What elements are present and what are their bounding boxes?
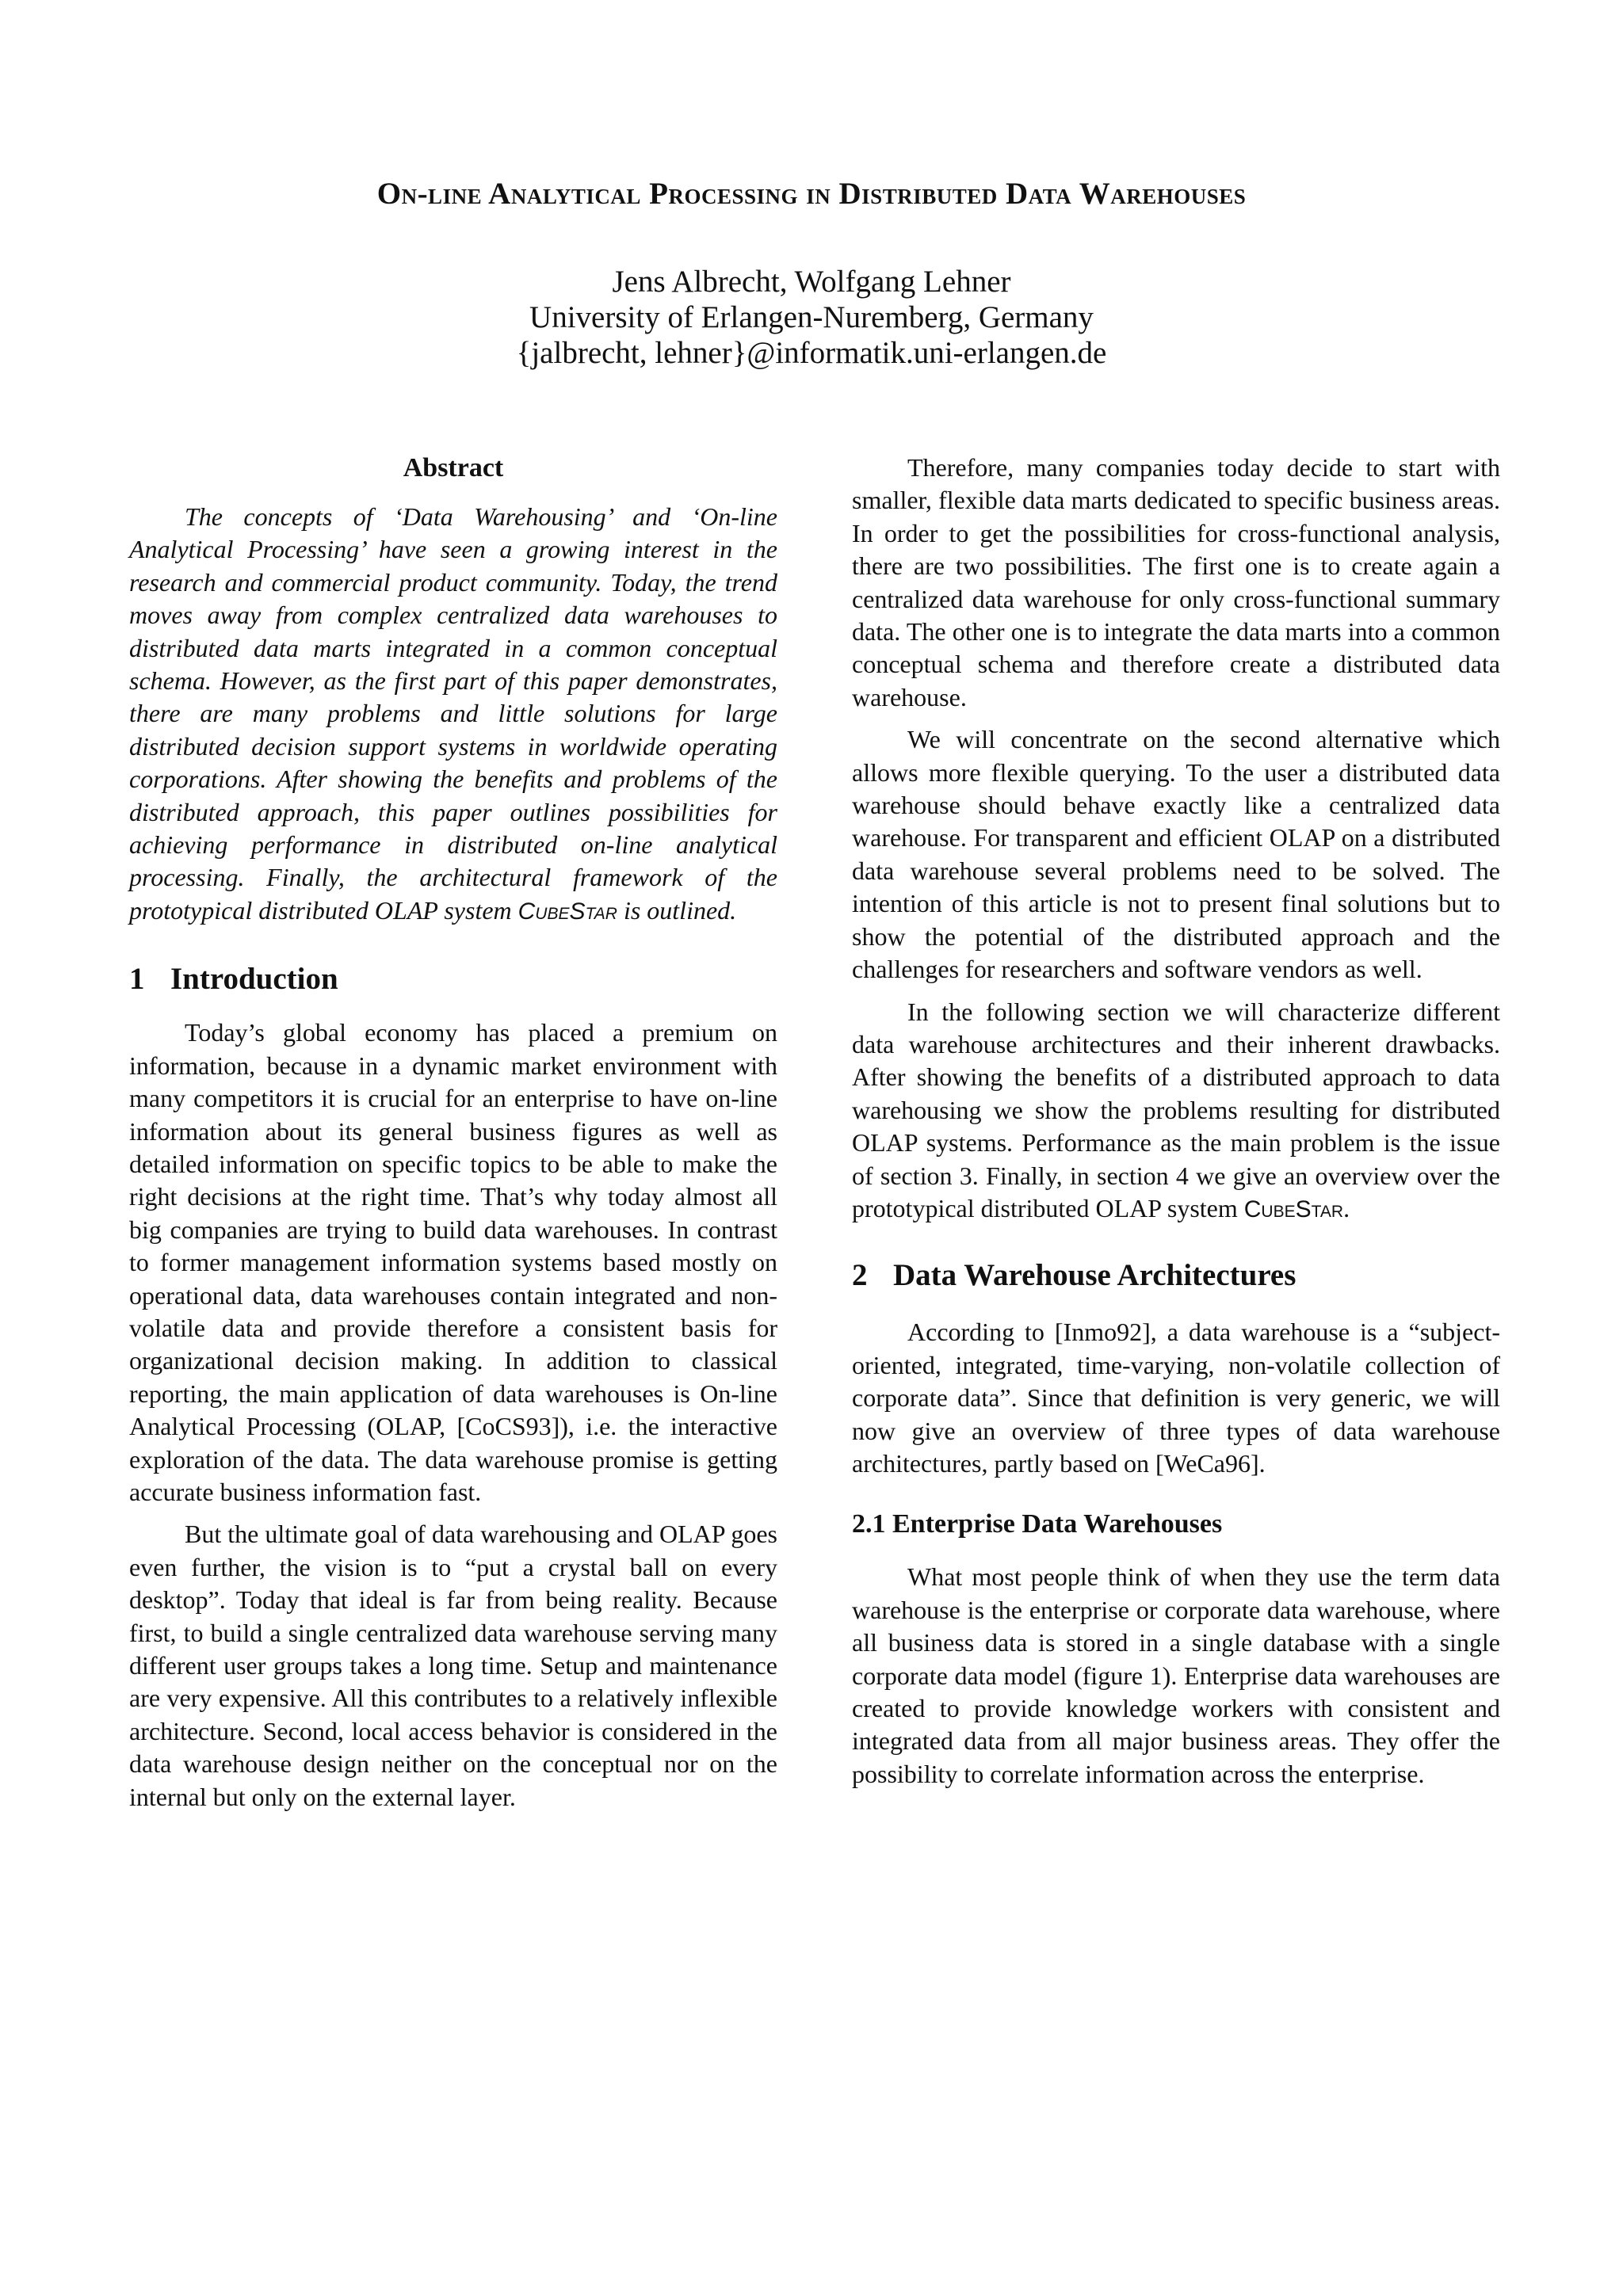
- author-email: {jalbrecht, lehner}@informatik.uni-erlangen.de: [516, 336, 1107, 370]
- section-1-heading: [129, 959, 777, 999]
- author-affiliation: University of Erlangen-Nuremberg, Germany: [529, 300, 1094, 334]
- system-name: CubeStar: [517, 898, 617, 925]
- section-2-number: 2: [852, 1258, 868, 1293]
- section-2-heading: [852, 1256, 1500, 1295]
- intro-paragraph-2: But the ultimate goal of data warehousing and OLAP goes even further, the vision is to “put a crystal ball on every desktop”. Today that ideal is far from being reality. Because first, to build a single centralized data warehouse serving many different user groups takes a long time. Setup and maintenance are very expensive. All this contributes to a relatively inflexible architecture. Second, local access behavior is considered in the data warehouse design neither on the conceptual nor on the internal but only on the external layer.: [129, 1520, 777, 1811]
- abstract-text-body: The concepts of ‘Data Warehousing’ and ‘On-line Analytical Processing’ have seen a growing interest in the research and commercial product community. Today, the trend moves away from complex centralized data warehouses to distributed data marts integrated in a common conceptual schema. However, as the first part of this paper demonstrates, there are many problems and little solutions for large distributed decision support systems in worldwide operating corporations. After showing the benefits and problems of the distributed approach, this paper outlines possibilities for achieving performance in distributed on-line analytical processing. Finally, the architectural framework of the prototypical distributed OLAP system: [129, 502, 777, 925]
- section-2-1-heading: 2.1 Enterprise Data Warehouses: [852, 1509, 1223, 1539]
- abstract-heading: Abstract: [403, 453, 504, 482]
- section-2-paragraph-1: According to [Inmo92], a data warehouse is a “subject-oriented, integrated, time-varying, non-volatile collection of corporate data”. Since that definition is very generic, we will now give an overview of three types of data warehouse architectures, partly based on [WeCa96].: [852, 1318, 1500, 1478]
- intro-paragraph-5-body: In the following section we will characterize different data warehouse architectures and their inherent drawbacks. After showing the benefits of a distributed approach to data warehousing we show the problems resulting for distributed OLAP systems. Performance as the main problem is the issue of section 3. Finally, in section 4 we give an overview over the prototypical distributed OLAP system: [852, 997, 1500, 1222]
- section-2-title: Data Warehouse Architectures: [893, 1258, 1296, 1293]
- section-2-1-paragraph-1: What most people think of when they use the term data warehouse is the enterprise or corporate data warehouse, where all business data is stored in a single database with a single corporate data model (figure 1). Enterprise data warehouses are created to provide knowledge workers with consistent and integrated data from all major business areas. They offer the possibility to correlate information across the enterprise.: [852, 1562, 1500, 1788]
- right-column: [852, 452, 1500, 1791]
- intro-paragraph-5-end: .: [1343, 1193, 1350, 1222]
- left-column: [129, 452, 777, 1814]
- section-1-number: 1: [129, 962, 145, 997]
- intro-paragraph-1: Today’s global economy has placed a premium on information, because in a dynamic market environment with many competitors it is crucial for an enterprise to have on-line information about its general business figures as well as detailed information on specific topics to be able to make the right decisions at the right time. That’s why today almost all big companies are trying to build data warehouses. In contrast to former management information systems based mostly on operational data, data warehouses contain integrated and non-volatile data and provide therefore a consistent basis for organizational decision making. In addition to classical reporting, the main application of data warehouses is On-line Analytical Processing (OLAP, [CoCS93]), i.e. the interactive exploration of the data. The data warehouse promise is getting accurate business information fast.: [129, 1018, 777, 1506]
- section-1-title: Introduction: [170, 962, 338, 997]
- abstract-text: [129, 501, 777, 928]
- paper-title: On-line Analytical Processing in Distributed Data Warehouses: [376, 177, 1247, 211]
- abstract-text-end: is outlined.: [623, 895, 737, 925]
- intro-paragraph-3: Therefore, many companies today decide to start with smaller, flexible data marts dedicated to specific business areas. In order to get the possibilities for cross-functional analysis, there are two possibilities. The first one is to create again a centralized data warehouse for only cross-functional summary data. The other one is to integrate the data marts into a common conceptual schema and therefore create a distributed data warehouse.: [852, 453, 1500, 711]
- system-name-ref: CubeStar: [1243, 1196, 1344, 1222]
- intro-paragraph-5: [852, 996, 1500, 1226]
- intro-paragraph-4: We will concentrate on the second alternative which allows more flexible querying. To the user a distributed data warehouse should behave exactly like a centralized data warehouse. For transparent and efficient OLAP on a distributed data warehouse several problems need to be solved. The intention of this article is not to present final solutions but to show the potential of the distributed approach and the challenges for researchers and software vendors as well.: [852, 725, 1500, 984]
- author-block: [0, 264, 1623, 371]
- author-names: Jens Albrecht, Wolfgang Lehner: [612, 265, 1011, 299]
